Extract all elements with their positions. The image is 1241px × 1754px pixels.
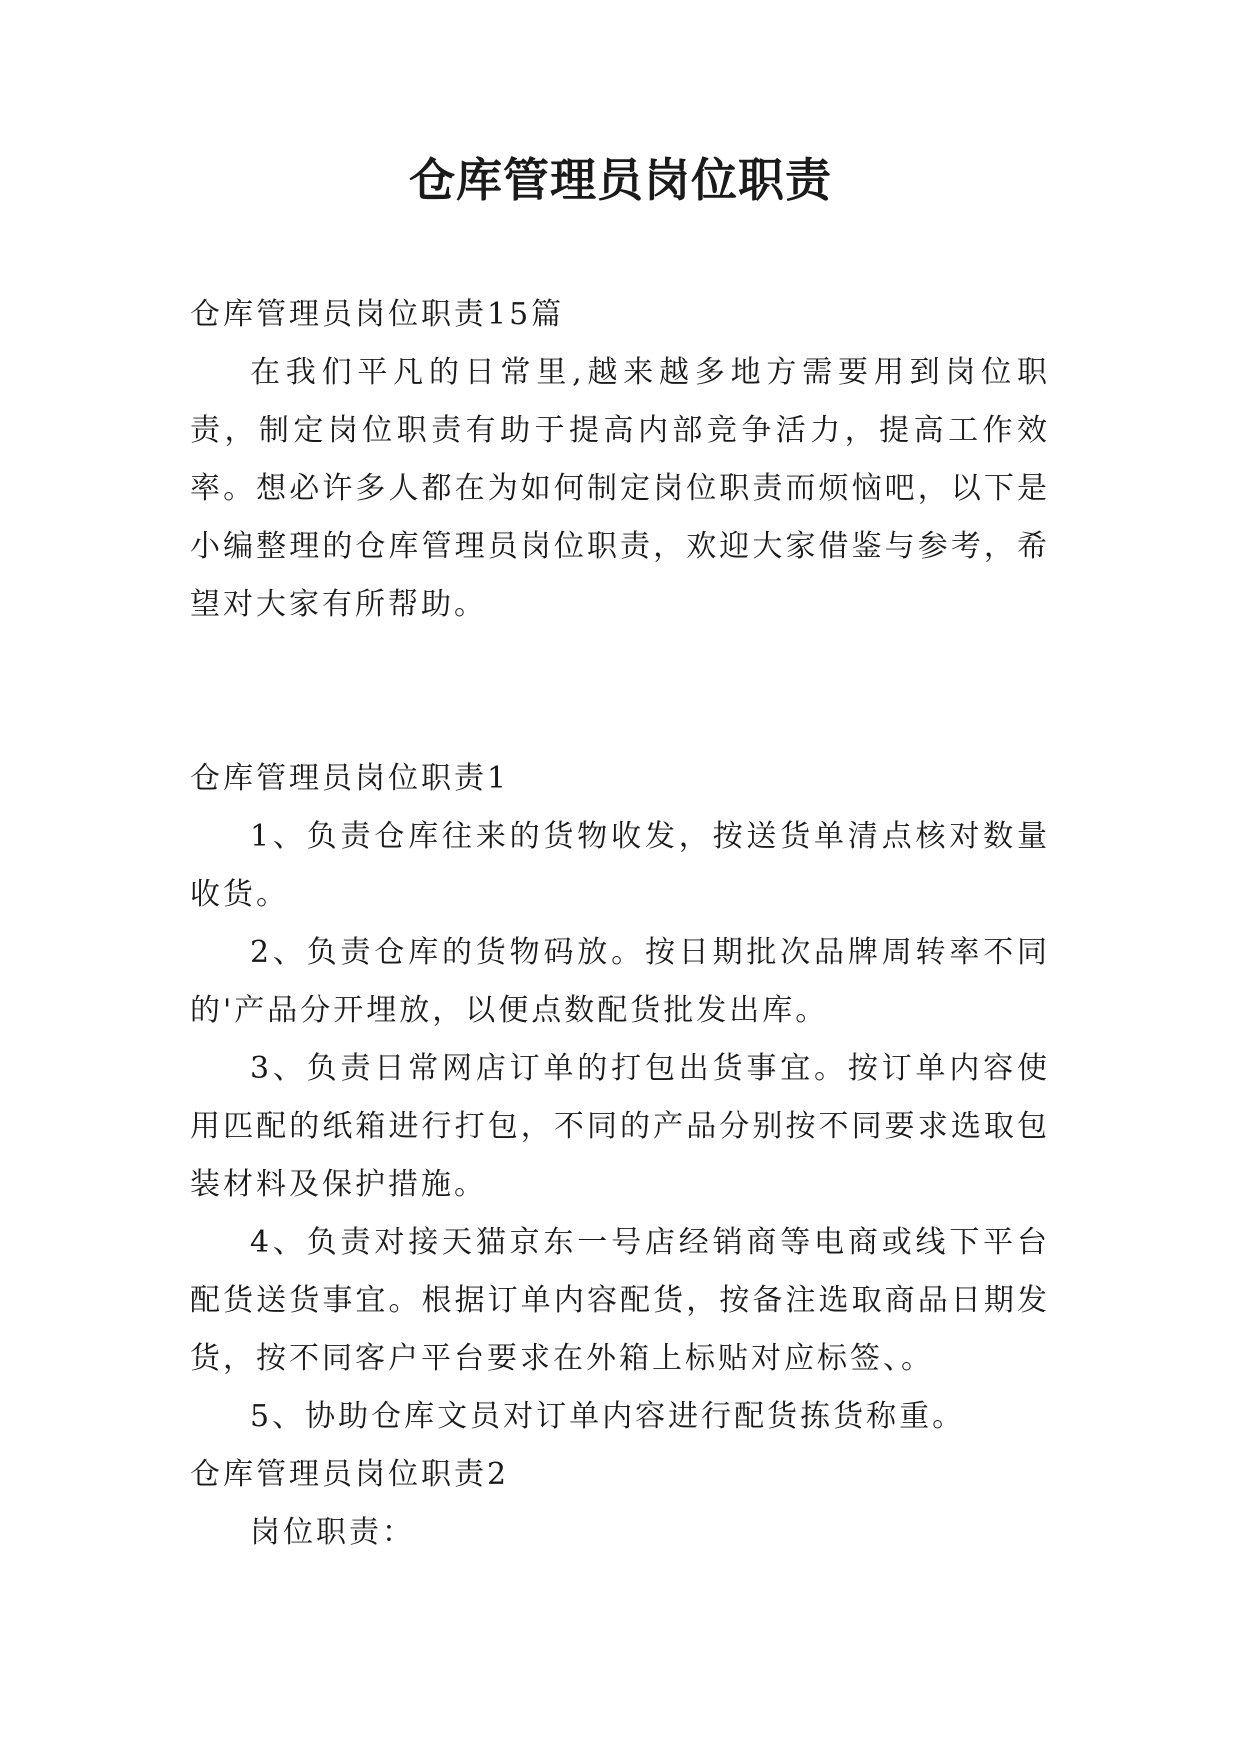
section-1-item: 1、负责仓库往来的货物收发，按送货单清点核对数量收货。 <box>190 819 1050 912</box>
document-subtitle: 仓库管理员岗位职责15篇 <box>190 297 565 332</box>
section-spacer <box>190 634 1050 750</box>
document-title: 仓库管理员岗位职责 <box>409 153 832 207</box>
section-2-label: 岗位职责： <box>250 1515 415 1550</box>
section-1-item: 4、负责对接天猫京东一号店经销商等电商或线下平台配货送货事宜。根据订单内容配货，按备注选取商品日期发货，按不同客户平台要求在外箱上标贴对应标签、。 <box>190 1225 1050 1376</box>
section-2-heading: 仓库管理员岗位职责2 <box>190 1457 510 1492</box>
intro-paragraph: 在我们平凡的日常里,越来越多地方需要用到岗位职责，制定岗位职责有助于提高内部竞争活力，提高工作效率。想必许多人都在为如何制定岗位职责而烦恼吧，以下是小编整理的仓库管理员岗位职责，欢迎大家借鉴与参考，希望对大家有所帮助。 <box>190 355 1050 622</box>
section-1-item: 5、协助仓库文员对订单内容进行配货拣货称重。 <box>250 1399 966 1434</box>
section-1-heading: 仓库管理员岗位职责1 <box>190 761 510 796</box>
document-body <box>190 286 1050 1562</box>
section-1-item: 3、负责日常网店订单的打包出货事宜。按订单内容使用匹配的纸箱进行打包，不同的产品分别按不同要求选取包装材料及保护措施。 <box>190 1051 1050 1202</box>
section-1-item: 2、负责仓库的货物码放。按日期批次品牌周转率不同的'产品分开埋放，以便点数配货批发出库。 <box>190 935 1050 1028</box>
